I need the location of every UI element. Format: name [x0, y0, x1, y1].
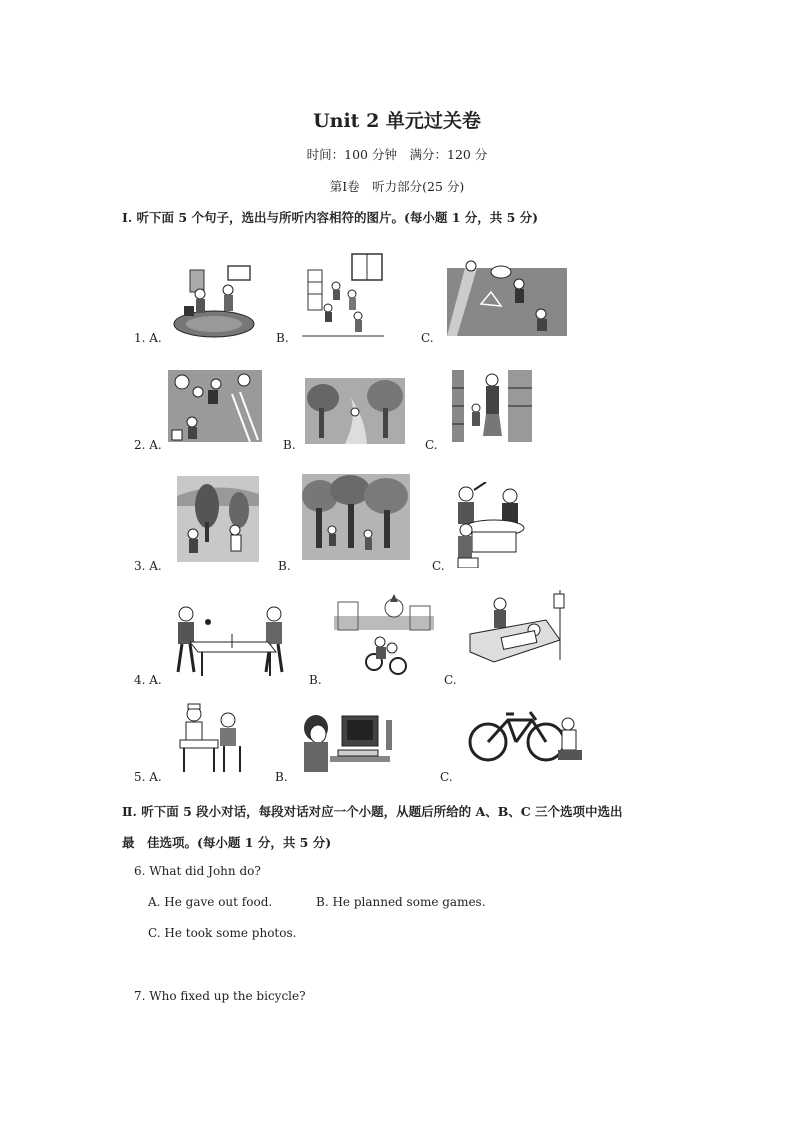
q5-label-b: B.: [275, 770, 288, 784]
q3-label-a: 3. A.: [134, 559, 162, 573]
q4-picture-c[interactable]: [464, 590, 574, 670]
q3-picture-c[interactable]: [452, 482, 532, 568]
exam-meta: 时间：100 分钟 满分：120 分: [306, 147, 488, 162]
q1-picture-c[interactable]: [447, 258, 567, 338]
q4-label-a: 4. A.: [134, 673, 162, 687]
q3-label-b: B.: [278, 559, 291, 573]
q3-picture-a[interactable]: [177, 476, 259, 562]
q5-picture-c[interactable]: [466, 708, 590, 772]
q2-label-b: B.: [283, 438, 296, 452]
section1-heading: Ⅰ. 听下面 5 个句子，选出与所听内容相符的图片。(每小题 1 分，共 5 分): [122, 210, 539, 225]
question-7: 7. Who fixed up the bicycle?: [134, 989, 306, 1003]
q5-picture-b[interactable]: [302, 712, 392, 774]
q4-label-b: B.: [309, 673, 322, 687]
q2-picture-c[interactable]: [452, 370, 532, 442]
part-heading: 第Ⅰ卷 听力部分(25 分): [329, 179, 465, 194]
q3-picture-b[interactable]: [302, 474, 410, 560]
q2-picture-b[interactable]: [305, 378, 405, 444]
section2-heading-cont: 最 佳选项。(每小题 1 分，共 5 分): [122, 835, 332, 850]
q4-label-c: C.: [444, 673, 457, 687]
q1-label-b: B.: [276, 331, 289, 345]
section2-heading: Ⅱ. 听下面 5 段小对话，每段对话对应一个小题，从题后所给的 A、B、C 三个选项中选出: [122, 804, 623, 819]
q5-picture-a[interactable]: [178, 700, 246, 774]
q4-picture-b[interactable]: [334, 592, 434, 678]
question-6: 6. What did John do?: [134, 864, 261, 878]
q6-option-c[interactable]: C. He took some photos.: [148, 926, 297, 940]
q1-picture-a[interactable]: [170, 262, 258, 340]
q2-picture-a[interactable]: [168, 370, 262, 442]
q5-label-c: C.: [440, 770, 453, 784]
q1-label-c: C.: [421, 331, 434, 345]
q4-picture-a[interactable]: [168, 604, 292, 678]
q5-label-a: 5. A.: [134, 770, 162, 784]
q3-label-c: C.: [432, 559, 445, 573]
q2-label-c: C.: [425, 438, 438, 452]
q1-picture-b[interactable]: [302, 250, 384, 338]
q1-label-a: 1. A.: [134, 331, 162, 345]
q2-label-a: 2. A.: [134, 438, 162, 452]
q6-option-a[interactable]: A. He gave out food.: [148, 895, 273, 909]
page-title: Unit 2 单元过关卷: [313, 110, 481, 132]
q6-option-b[interactable]: B. He planned some games.: [316, 895, 486, 909]
